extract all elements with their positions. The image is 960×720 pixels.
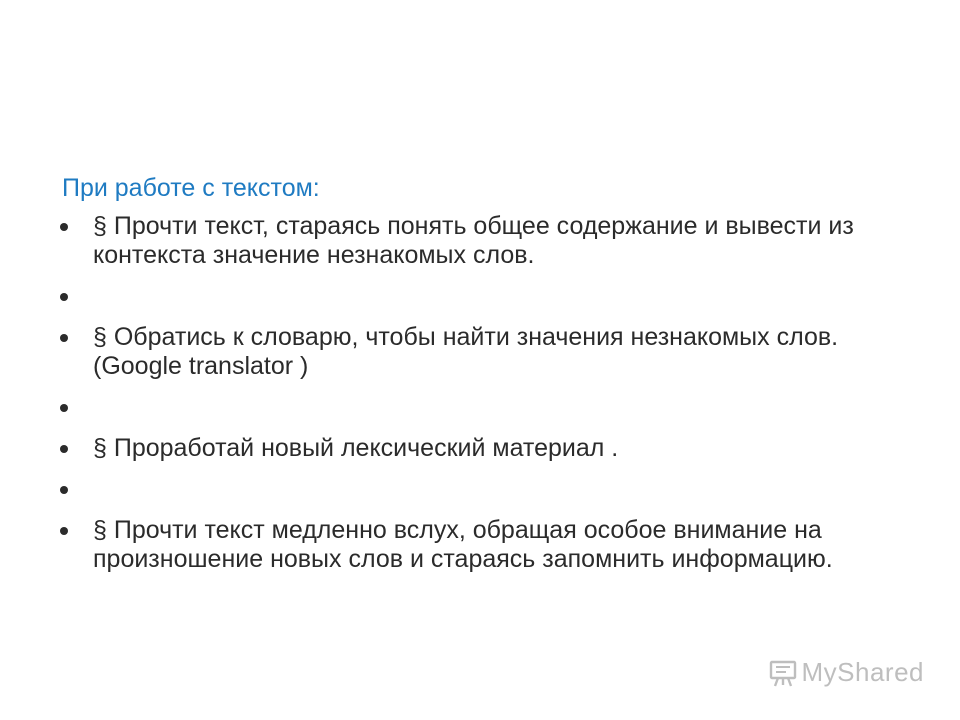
slide-heading: При работе с текстом:: [62, 174, 320, 202]
bullet-item: [55, 475, 855, 504]
bullet-dot-icon: [60, 486, 68, 494]
bullet-dot-icon: [60, 293, 68, 301]
bullet-text: § Прочти текст, стараясь понять общее содержание и вывести из контекста значение незнакомых слов.: [93, 212, 854, 269]
watermark-text: MyShared: [801, 657, 924, 687]
watermark-logo: [768, 657, 925, 688]
bullet-item: [55, 282, 855, 311]
bullet-dot-icon: [60, 334, 68, 342]
bullet-dot-icon: [60, 445, 68, 453]
bullet-item: [55, 212, 855, 270]
bullet-list: [55, 212, 855, 586]
bullet-dot-icon: [60, 527, 68, 535]
bullet-dot-icon: [60, 404, 68, 412]
bullet-item: [55, 516, 855, 574]
bullet-item: [55, 434, 855, 463]
bullet-text: § Обратись к словарю, чтобы найти значения незнакомых слов. (Google translator ): [93, 323, 839, 380]
bullet-dot-icon: [60, 223, 68, 231]
bullet-item: [55, 323, 855, 381]
bullet-text: § Проработай новый лексический материал .: [93, 434, 619, 462]
presentation-board-icon: [768, 658, 798, 688]
bullet-item: [55, 393, 855, 422]
bullet-text: § Прочти текст медленно вслух, обращая особое внимание на произношение новых слов и стараясь запомнить информацию.: [93, 516, 833, 573]
